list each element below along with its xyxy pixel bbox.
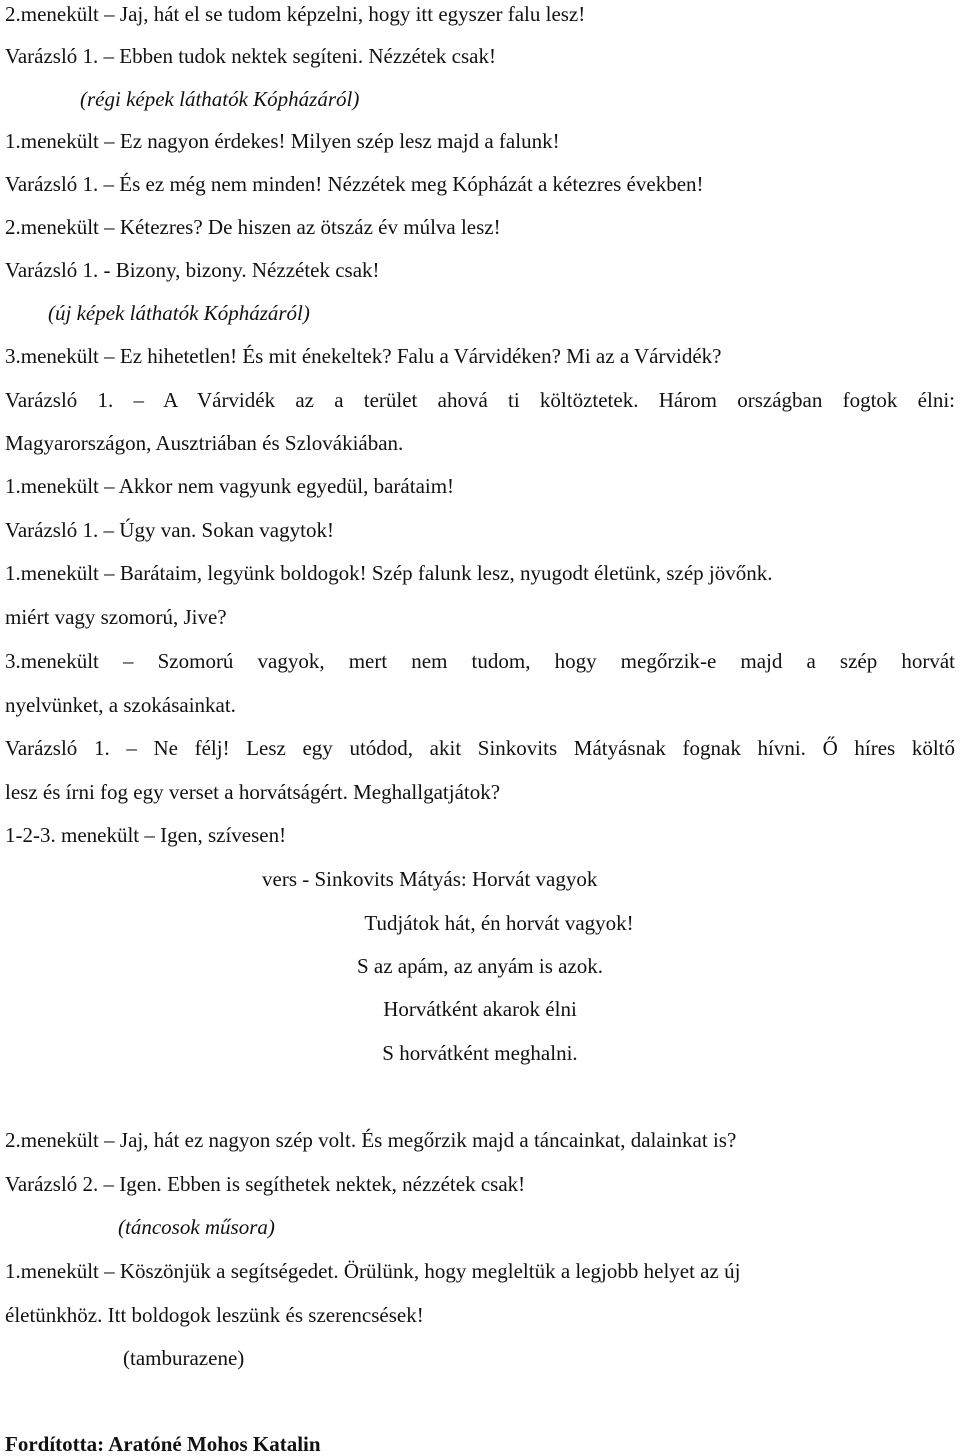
dialogue-line: 2.menekült – Jaj, hát ez nagyon szép volt. És megőrzik majd a táncainkat, dalainkat is? xyxy=(5,1128,737,1152)
stage-direction: (tamburazene) xyxy=(123,1346,245,1370)
dialogue-line: Magyarországon, Ausztriában és Szlovákiában. xyxy=(5,431,404,455)
dialogue-line: miért vagy szomorú, Jive? xyxy=(5,605,227,629)
dialogue-line: 2.menekült – Jaj, hát el se tudom képzelni, hogy itt egyszer falu lesz! xyxy=(5,2,586,26)
dialogue-line: 1.menekült – Barátaim, legyünk boldogok! Szép falunk lesz, nyugodt életünk, szép jövőnk. xyxy=(5,561,773,585)
poem-line: S horvátként meghalni. xyxy=(382,1041,578,1065)
poem-line: Tudjátok hát, én horvát vagyok! xyxy=(364,911,634,935)
dialogue-line: Varázsló 1. – És ez még nem minden! Nézzétek meg Kópházát a kétezres években! xyxy=(5,172,704,196)
stage-direction: (régi képek láthatók Kópházáról) xyxy=(80,87,360,111)
dialogue-line: 1.menekült – Akkor nem vagyunk egyedül, barátaim! xyxy=(5,474,455,498)
dialogue-line: 3.menekült – Szomorú vagyok, mert nem tudom, hogy megőrzik-e majd a szép horvát xyxy=(5,649,955,673)
poem-line: Horvátként akarok élni xyxy=(383,997,577,1021)
dialogue-line: Varázsló 1. - Bizony, bizony. Nézzétek csak! xyxy=(5,258,380,282)
dialogue-line: 3.menekült – Ez hihetetlen! És mit énekeltek? Falu a Várvidéken? Mi az a Várvidék? xyxy=(5,344,722,368)
dialogue-line: 1-2-3. menekült – Igen, szívesen! xyxy=(5,823,287,847)
dialogue-line: Varázsló 1. – Ebben tudok nektek segíteni. Nézzétek csak! xyxy=(5,44,496,68)
dialogue-line: életünkhöz. Itt boldogok leszünk és szerencsések! xyxy=(5,1303,424,1327)
stage-direction: (új képek láthatók Kópházáról) xyxy=(48,301,310,325)
dialogue-line: nyelvünket, a szokásainkat. xyxy=(5,693,236,717)
poem-line: S az apám, az anyám is azok. xyxy=(356,954,604,978)
dialogue-line: 1.menekült – Ez nagyon érdekes! Milyen szép lesz majd a falunk! xyxy=(5,129,560,153)
dialogue-line: Varázsló 2. – Igen. Ebben is segíthetek nektek, nézzétek csak! xyxy=(5,1172,526,1196)
dialogue-line: Varázsló 1. – Úgy van. Sokan vagytok! xyxy=(5,518,334,542)
poem-title: vers - Sinkovits Mátyás: Horvát vagyok xyxy=(262,867,598,891)
stage-direction: (táncosok műsora) xyxy=(118,1215,275,1239)
translator-credit: Fordította: Aratóné Mohos Katalin xyxy=(5,1432,321,1456)
dialogue-line: lesz és írni fog egy verset a horvátságért. Meghallgatjátok? xyxy=(5,780,501,804)
dialogue-line: 2.menekült – Kétezres? De hiszen az ötszáz év múlva lesz! xyxy=(5,215,501,239)
dialogue-line: Varázsló 1. – A Várvidék az a terület ahová ti költöztetek. Három országban fogtok élni: xyxy=(5,388,955,412)
dialogue-line: 1.menekült – Köszönjük a segítségedet. Örülünk, hogy megleltük a legjobb helyet az új xyxy=(5,1259,741,1283)
dialogue-line: Varázsló 1. – Ne félj! Lesz egy utódod, akit Sinkovits Mátyásnak fognak hívni. Ő híres költő xyxy=(5,736,955,760)
